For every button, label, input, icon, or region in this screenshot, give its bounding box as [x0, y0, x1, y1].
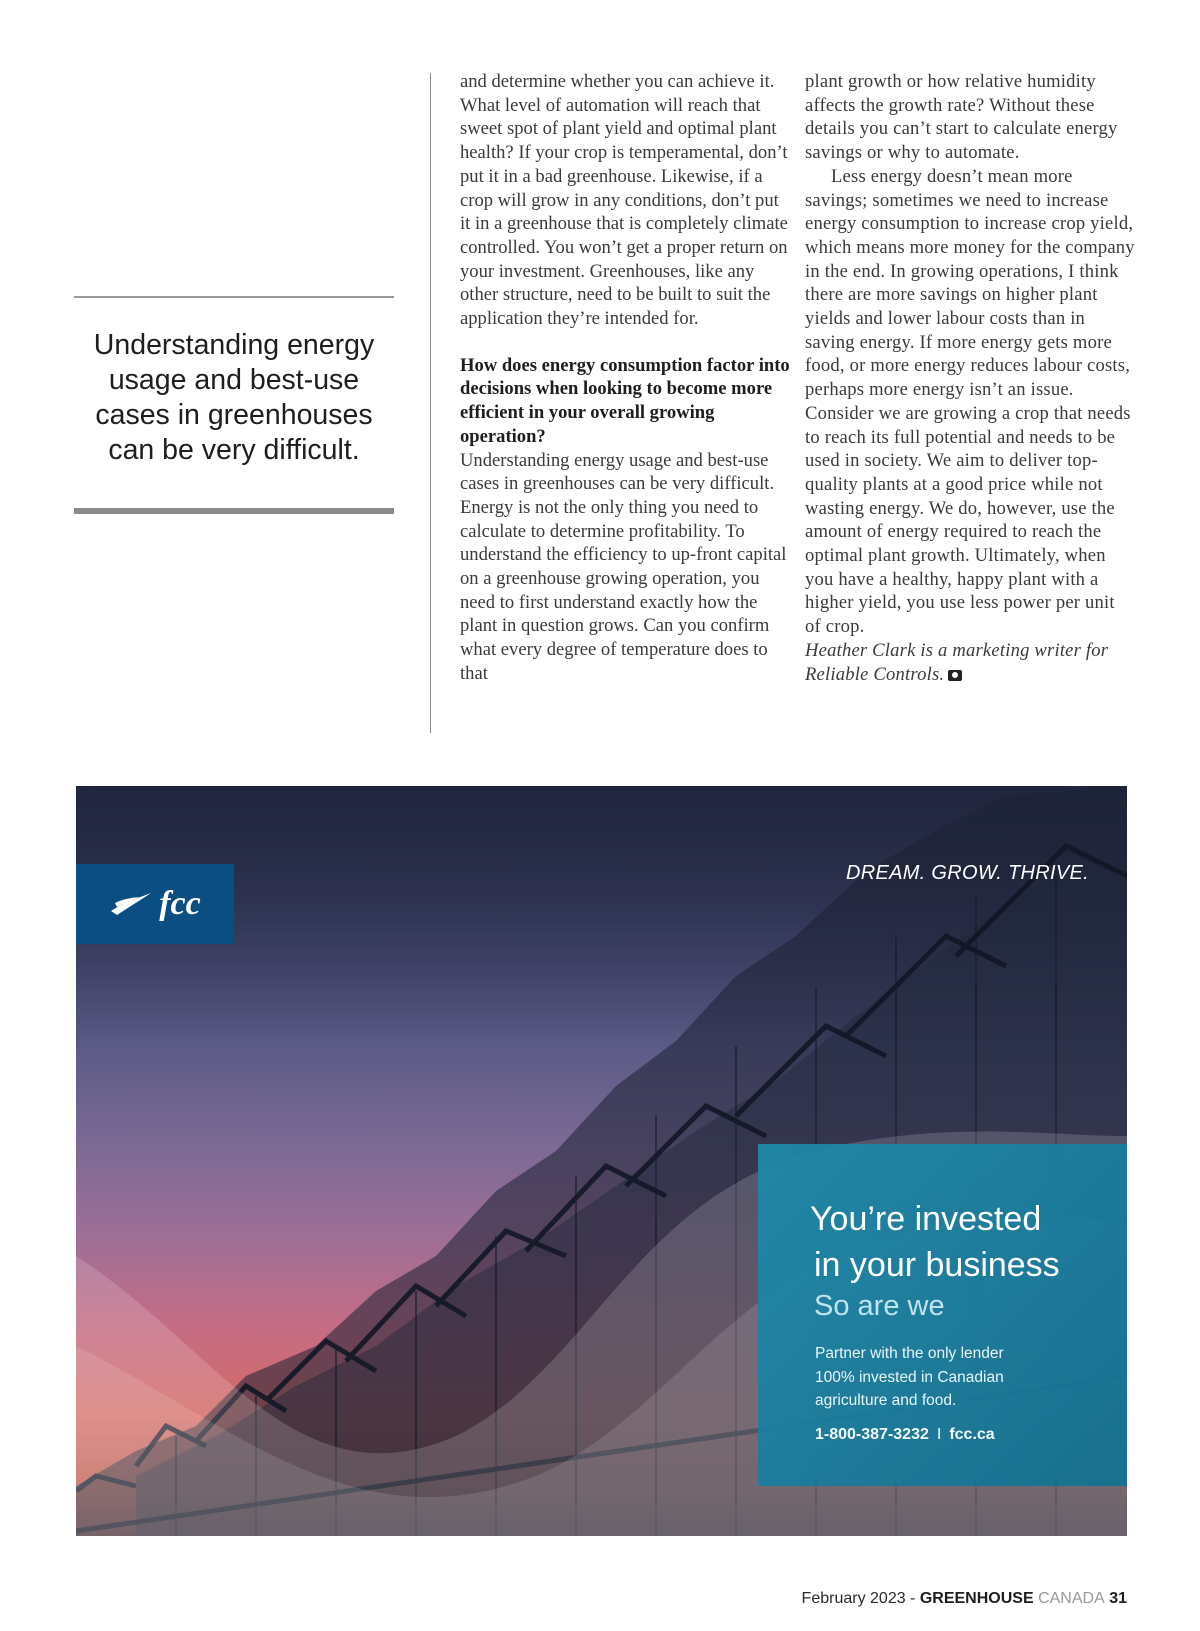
ad-headline-line-2: in your business — [814, 1246, 1060, 1284]
magazine-name-bold: GREENHOUSE — [919, 1590, 1034, 1607]
pull-quote: Understanding energy usage and best-use cases in greenhouses can be very difficult. — [93, 329, 375, 466]
pull-quote-bottom-rule — [74, 508, 394, 514]
fcc-logo[interactable] — [76, 864, 234, 944]
fcc-advertisement[interactable] — [76, 786, 1127, 1536]
ad-website-link[interactable]: fcc.ca — [949, 1426, 995, 1443]
article-column-2 — [805, 70, 1135, 686]
page-footer — [802, 1590, 1127, 1608]
body-paragraph: plant growth or how relative humidity affects the growth rate? Without these details you can’t start to calculate energy savings or why to automate. — [805, 71, 1118, 164]
ad-body-line: Partner with the only lender — [815, 1345, 1004, 1362]
ad-message-panel — [758, 1144, 1127, 1486]
end-of-article-icon — [948, 670, 962, 681]
ad-body-copy — [815, 1342, 1004, 1413]
ad-headline-line-1: You’re invested — [810, 1200, 1042, 1238]
body-paragraph: Less energy doesn’t mean more savings; sometimes we need to increase energy consumption to increase crop yield, which means more money for the company in the end. In growing operations, I think there are more savings on higher plant yields and lower labour costs than in saving energy. If more energy gets more food, or more energy reduces labour costs, perhaps more energy isn’t an issue. Consider we are growing a crop that needs to reach its full potential and needs to be used in society. We aim to deliver top-quality plants at a good price while not wasting energy. We do, however, use the amount of energy required to reach the optimal plant growth. Ultimately, when you have a healthy, happy plant with a higher yield, you use less power per unit of crop. — [805, 165, 1135, 638]
pull-quote-top-rule — [74, 296, 394, 298]
ad-headline — [810, 1196, 1060, 1288]
ad-contact — [815, 1426, 995, 1444]
ad-phone-link[interactable]: 1-800-387-3232 — [815, 1426, 929, 1443]
page-number: 31 — [1104, 1590, 1127, 1607]
author-byline — [805, 639, 1135, 686]
body-paragraph: Understanding energy usage and best-use cases in greenhouses can be very difficult. Energy is not the only thing you need to calculate to determine profitability. To understand the efficiency to up-front capital on a greenhouse growing operation, you need to first understand exactly how the plant in question grows. Can you confirm what every degree of temperature does to that — [460, 449, 787, 684]
byline-text: Heather Clark is a marketing writer for Reliable Controls. — [805, 639, 1109, 685]
body-paragraph: and determine whether you can achieve it. What level of automation will reach that sweet spot of plant yield and optimal plant health? If your crop is temperamental, don’t put it in a bad greenhouse. Likewise, if a crop will grow in any conditions, don’t put it in a greenhouse that is completely climate controlled. You won’t get a proper return on your investment. Greenhouses, like any other structure, need to be built to suit the application they’re intended for. — [460, 71, 788, 330]
ad-tagline: DREAM. GROW. THRIVE. — [845, 862, 1089, 884]
fcc-logo-text: fcc — [159, 885, 201, 922]
ad-body-line: agriculture and food. — [815, 1392, 957, 1409]
fcc-swoosh-icon — [109, 889, 153, 919]
section-heading: How does energy consumption factor into decisions when looking to become more efficient in your overall growing operation? — [460, 354, 790, 447]
column-divider — [430, 73, 431, 733]
contact-separator: I — [936, 1426, 942, 1443]
issue-date: February 2023 - — [801, 1590, 920, 1607]
magazine-name-light: CANADA — [1033, 1590, 1105, 1607]
ad-body-line: 100% invested in Canadian — [815, 1368, 1004, 1386]
ad-subhead: So are we — [814, 1290, 945, 1322]
article-column-1 — [460, 70, 790, 686]
